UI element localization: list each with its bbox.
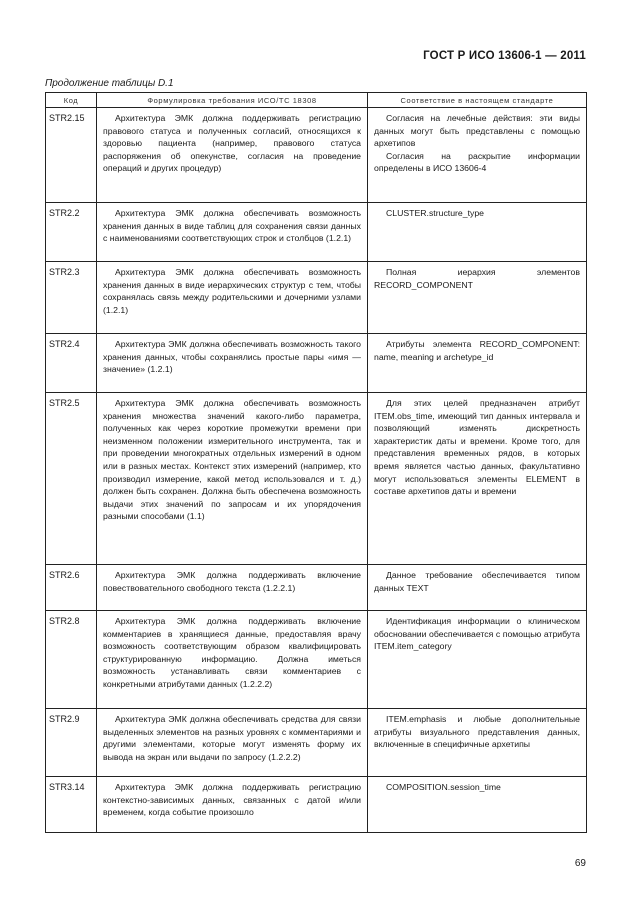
- table-row: [46, 108, 587, 203]
- row-compliance: [368, 334, 587, 393]
- row-requirement: Архитектура ЭМК должна поддерживать регистрацию правового статуса и полученных согласий, относящихся к здоровью пациента (например, правового статуса распоряжения об опекунстве, согласия на проведение операций и других процедур): [97, 108, 368, 203]
- compliance-paragraph: Идентификация информации о клиническом обосновании обеспечивается с помощью атрибута ITEM.item_category: [374, 616, 580, 652]
- compliance-paragraph: Атрибуты элемента RECORD_COMPONENT: name, meaning и archetype_id: [374, 339, 580, 362]
- compliance-paragraph: Согласия на раскрытие информации определены в ИСО 13606-4: [374, 150, 580, 174]
- row-requirement: Архитектура ЭМК должна поддерживать включение повествовательного свободного текста (1.2.2.1): [97, 565, 368, 611]
- compliance-paragraph: Согласия на лечебные действия: эти виды данных могут быть представлены с помощью архетипов: [374, 113, 580, 149]
- table-row: [46, 203, 587, 262]
- table-row: [46, 611, 587, 709]
- row-code: STR2.8: [46, 611, 97, 709]
- row-compliance: [368, 108, 587, 203]
- table-row: [46, 334, 587, 393]
- table-row: [46, 709, 587, 777]
- table-row: [46, 777, 587, 833]
- compliance-paragraph: ITEM.emphasis и любые дополнительные атрибуты визуального представления данных, включенные в специфичные архетипы: [374, 714, 580, 750]
- column-header-requirement: Формулировка требования ИСО/ТС 18308: [97, 93, 368, 108]
- compliance-paragraph: Для этих целей предназначен атрибут ITEM.obs_time, имеющий тип данных интервала и позволяющий изменять дискретность характеристик даты и времени. Кроме того, для представления временных рядов, в которых время является частью данных, факультативно могут использоваться элементы ELEMENT в составе архетипов даты и времени: [374, 398, 580, 497]
- table-caption: Продолжение таблицы D.1: [45, 78, 174, 89]
- row-compliance: [368, 777, 587, 833]
- requirements-table: [45, 92, 587, 833]
- row-compliance: [368, 262, 587, 334]
- row-compliance: [368, 393, 587, 565]
- row-compliance: [368, 709, 587, 777]
- table-header-row: [46, 93, 587, 108]
- row-code: STR2.2: [46, 203, 97, 262]
- row-requirement: Архитектура ЭМК должна обеспечивать возможность хранения данных в виде иерархических структур с тем, чтобы сохранялась связь между родительскими и дочерними узлами (1.2.1): [97, 262, 368, 334]
- row-code: STR2.4: [46, 334, 97, 393]
- row-requirement: Архитектура ЭМК должна обеспечивать средства для связи выделенных элементов на разных уровнях с комментариями и другими элементами, которые могут изменять форму их вывода на экран или выдачи по запросу (1.2.2.2): [97, 709, 368, 777]
- row-requirement: Архитектура ЭМК должна обеспечивать возможность хранения множества значений какого-либо параметра, полученных как через короткие промежутки времени при неизменном положении измерительного инструмента, так и при проведении многократных отдельных измерений в одном или в разных местах. Контекст этих измерений (например, кто производил измерение, какой метод использовался и т. д.) должен быть сохранен. Должна быть обеспечена возможность выдачи этих значений по запросам и их упорядочения разными способами (1.1): [97, 393, 368, 565]
- row-compliance: [368, 611, 587, 709]
- compliance-paragraph: Данное требование обеспечивается типом данных TEXT: [374, 570, 580, 593]
- row-code: STR2.3: [46, 262, 97, 334]
- compliance-paragraph: COMPOSITION.session_time: [386, 782, 501, 792]
- row-compliance: [368, 203, 587, 262]
- standard-header: ГОСТ Р ИСО 13606-1 — 2011: [423, 50, 586, 62]
- row-requirement: Архитектура ЭМК должна поддерживать регистрацию контекстно-зависимых данных, связанных с датой и/или временем, когда событие произошло: [97, 777, 368, 833]
- row-requirement: Архитектура ЭМК должна поддерживать включение комментариев в хранящиеся данные, предоставляя врачу возможность соответствующим образом квалифицировать структурированную информацию. Должна иметься возможность устанавливать связи комментариев с конкретными атрибутами данных (1.2.2.2): [97, 611, 368, 709]
- page-number: 69: [574, 858, 586, 869]
- row-code: STR2.15: [46, 108, 97, 203]
- compliance-paragraph: Полная иерархия элементов RECORD_COMPONENT: [374, 267, 580, 290]
- row-code: STR3.14: [46, 777, 97, 833]
- row-compliance: [368, 565, 587, 611]
- compliance-paragraph: CLUSTER.structure_type: [386, 208, 485, 218]
- row-requirement: Архитектура ЭМК должна обеспечивать возможность хранения данных в виде таблиц для сохранения связи данных с наименованиями соответствующих строк и столбцов (1.2.1): [97, 203, 368, 262]
- row-code: STR2.9: [46, 709, 97, 777]
- row-code: STR2.5: [46, 393, 97, 565]
- column-header-compliance: Соответствие в настоящем стандарте: [368, 93, 587, 108]
- table-row: [46, 565, 587, 611]
- row-code: STR2.6: [46, 565, 97, 611]
- table-body: [46, 108, 587, 833]
- table-row: [46, 262, 587, 334]
- table-row: [46, 393, 587, 565]
- column-header-code: Код: [46, 93, 97, 108]
- row-requirement: Архитектура ЭМК должна обеспечивать возможность такого хранения данных, чтобы сохранялись простые пары «имя — значение» (1.2.1): [97, 334, 368, 393]
